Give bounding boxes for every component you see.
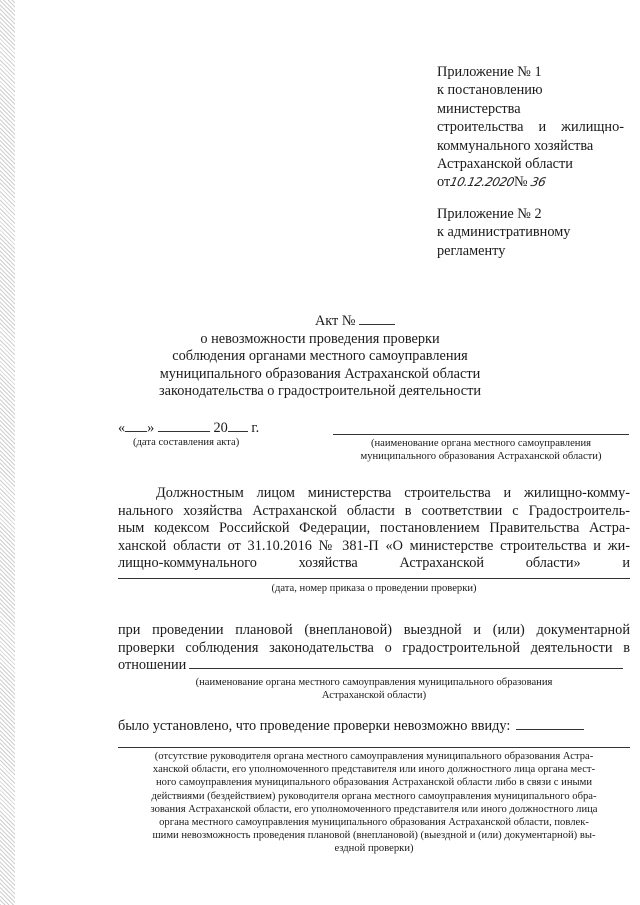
act-number-label: Акт № <box>314 313 356 329</box>
caption-line: ного самоуправления муниципального образования Астраханской области либо в связи с иными <box>155 777 592 789</box>
act-title-line: законодательства о градостроительной деятельности <box>158 383 481 399</box>
paragraph-line: Должностным лицом министерства строительства и жилищно-комму- <box>156 485 630 501</box>
org-name-line <box>333 434 629 435</box>
word: отношении <box>118 657 187 674</box>
word: Астраханской <box>399 555 485 572</box>
act-title-line: о невозможности проведения проверки <box>200 330 440 347</box>
paragraph-line: ханской области от 31.10.2016 № 381-П «О министерстве строительства и жи- <box>118 537 630 554</box>
open-quote: « <box>118 420 126 436</box>
caption-line: ездной проверки) <box>334 843 414 855</box>
paragraph-line <box>118 555 630 573</box>
close-quote: » <box>147 420 155 436</box>
annex-1-line: коммунального хозяйства <box>437 137 594 154</box>
word: области» <box>525 555 581 572</box>
entity-caption <box>118 676 630 702</box>
act-number-line <box>0 313 640 331</box>
annex-1-date-line <box>437 173 624 191</box>
date-field-row <box>118 420 259 438</box>
paragraph-line: ным кодексом Российской Федерации, постановлением Правительства Астра- <box>118 520 630 537</box>
day-blank <box>125 431 147 432</box>
caption-line: (отсутствие руководителя органа местного самоуправления муниципального образования Астра- <box>154 751 594 762</box>
caption-line: органа местного самоуправления муниципального образования Астраханской области, повлек- <box>159 817 589 829</box>
handwritten-date: 10.12.2020 <box>448 175 516 190</box>
date-caption: (дата составления акта) <box>133 437 240 448</box>
annex-1-block <box>437 63 624 192</box>
act-title <box>0 313 640 401</box>
paragraph-line: было установлено, что проведение проверки невозможно ввиду: <box>118 718 511 734</box>
word: хозяйства <box>298 555 358 572</box>
caption-line: ханской области, его уполномоченного представителя или иного должностного лица органа мест- <box>152 764 596 776</box>
paragraph-line: при проведении плановой (внеплановой) выездной и (или) документарной <box>118 622 630 638</box>
annex-1-line: к постановлению <box>437 82 543 99</box>
annex-2-line: Приложение № 2 <box>437 206 542 222</box>
word: лищно-коммунального <box>118 555 257 572</box>
order-caption: (дата, номер приказа о проведении проверки) <box>271 583 477 594</box>
org-caption <box>333 437 629 463</box>
entity-caption-line: Астраханской области) <box>321 690 427 701</box>
handwritten-number: 36 <box>529 175 547 190</box>
month-blank <box>158 431 210 432</box>
act-title-line: муниципального образования Астраханской области <box>159 365 481 382</box>
act-title-line: соблюдения органами местного самоуправления <box>172 348 468 364</box>
annex-1-line: министерства <box>437 100 521 117</box>
year-prefix: 20 <box>213 420 228 436</box>
annex-1-line: строительства и жилищно- <box>437 119 624 136</box>
paragraph-line: проверки соблюдения законодательства о градостроительной деятельности в <box>118 639 630 656</box>
reason-blank <box>516 729 584 730</box>
annex-2-line: к административному <box>437 224 571 241</box>
order-line <box>118 578 630 579</box>
org-caption-line: (наименование органа местного самоуправления <box>370 438 591 449</box>
caption-line: зования Астраханской области, его уполномоченного представителя или иного должностного лица <box>150 803 598 815</box>
number-prefix: № <box>513 174 528 191</box>
scan-edge-strip <box>0 0 15 905</box>
date-prefix: от <box>437 174 451 191</box>
annex-1-line: Астраханской области <box>437 156 573 173</box>
word: и <box>622 555 630 572</box>
entity-caption-line: (наименование органа местного самоуправления муниципального образования <box>195 677 553 688</box>
year-suffix: г. <box>251 420 260 436</box>
org-caption-line: муниципального образования Астраханской области) <box>360 451 602 462</box>
caption-line: действиями (бездействием) руководителя органа местного самоуправления муниципального обра- <box>151 790 597 802</box>
annex-2-line: регламенту <box>437 242 506 259</box>
entity-blank <box>189 668 623 669</box>
act-number-blank <box>359 324 395 325</box>
annex-1-line: Приложение № 1 <box>437 64 542 80</box>
paragraph-1 <box>118 485 630 573</box>
paragraph-line: нального хозяйства Астраханской области в соответствии с Градостроитель- <box>118 502 630 519</box>
year-blank <box>228 431 248 432</box>
paragraph-3 <box>118 718 584 736</box>
annex-2-block <box>437 205 570 260</box>
caption-line: шими невозможность проведения плановой (внеплановой) (выездной и (или) документарной) вы- <box>152 830 596 842</box>
paragraph-line <box>118 657 630 675</box>
reason-line <box>118 747 630 748</box>
reason-caption <box>118 750 630 856</box>
paragraph-2 <box>118 622 630 675</box>
